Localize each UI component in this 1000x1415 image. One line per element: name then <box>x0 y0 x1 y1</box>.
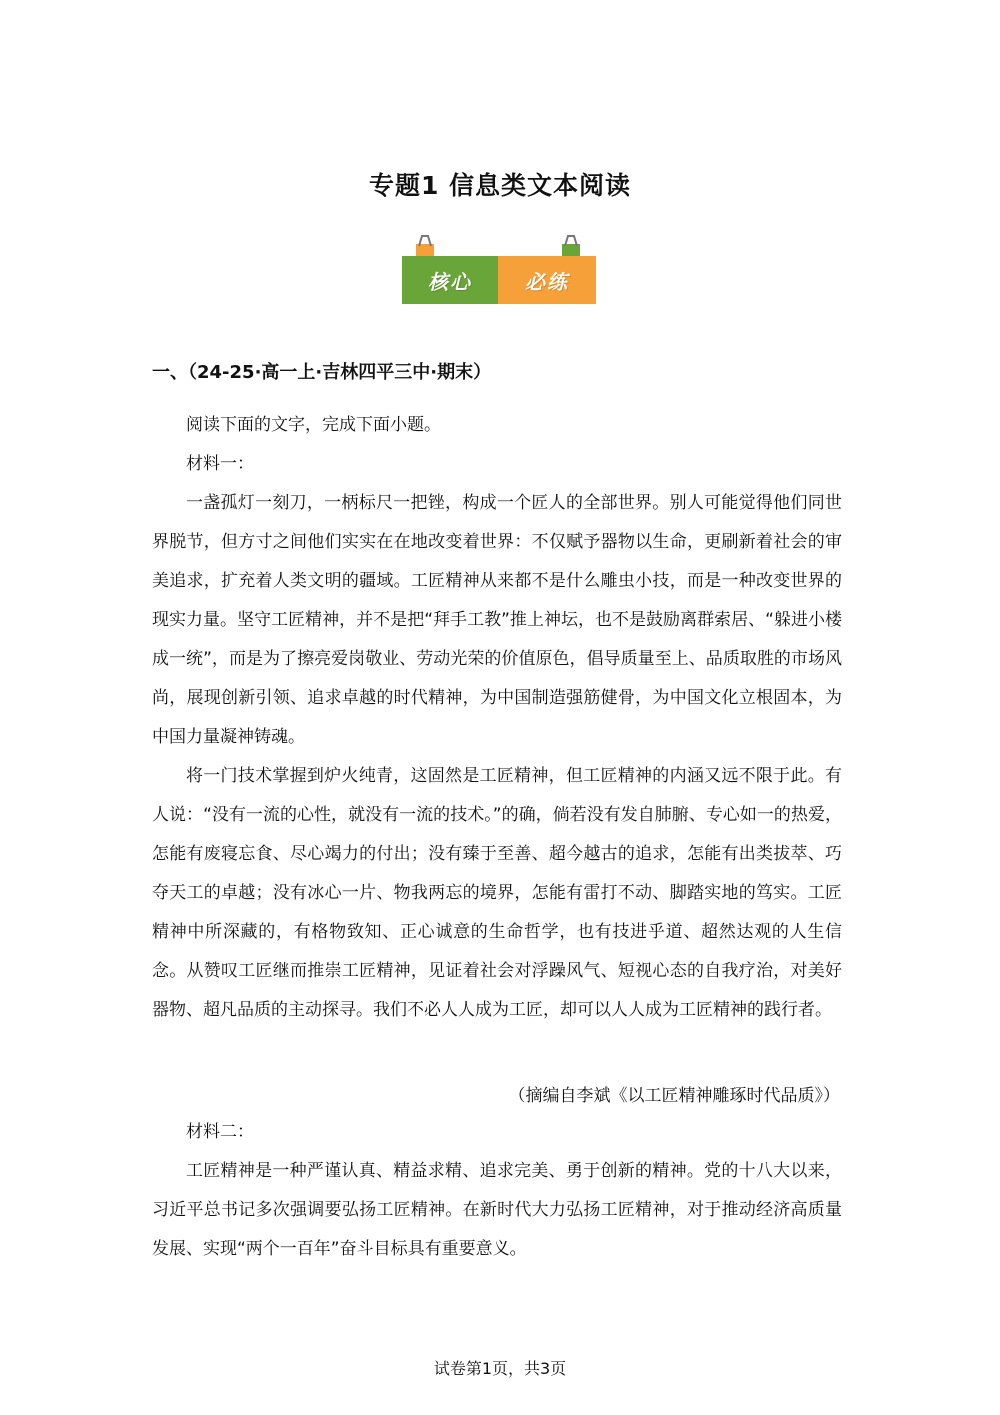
intro-paragraph: 阅读下面的文字，完成下面小题。 <box>186 415 441 435</box>
section-heading: 一、（24-25·高一上·吉林四平三中·期末） <box>152 362 492 383</box>
material1-source: （摘编自李斌《以工匠精神雕琢时代品质》） <box>508 1086 840 1106</box>
material2-paragraph-1: 工匠精神是一种严谨认真、精益求精、追求完美、勇于创新的精神。党的十八大以来，习近平总书记多次强调要弘扬工匠精神。在新时代大力弘扬工匠精神，对于推动经济高质量发展、实现“两个一百年”奋斗目标具有重要意义。 <box>152 1161 842 1259</box>
core-practice-banner <box>402 234 598 306</box>
page-title: 专题1 信息类文本阅读 <box>368 171 632 200</box>
banner-right-label: 必练 <box>498 256 596 304</box>
page-footer: 试卷第1页，共3页 <box>433 1359 567 1378</box>
material2-label: 材料二： <box>186 1122 254 1142</box>
material1-paragraph-2: 将一门技术掌握到炉火纯青，这固然是工匠精神，但工匠精神的内涵又远不限于此。有人说：“没有一流的心性，就没有一流的技术。”的确，倘若没有发自肺腑、专心如一的热爱，怎能有废寝忘食、尽心竭力的付出；没有臻于至善、超今越古的追求，怎能有出类拔萃、巧夺天工的卓越；没有冰心一片、物我两忘的境界，怎能有雷打不动、脚踏实地的笃实。工匠精神中所深藏的，有格物致知、正心诚意的生命哲学，也有技进乎道、超然达观的人生信念。从赞叹工匠继而推崇工匠精神，见证着社会对浮躁风气、短视心态的自我疗治，对美好器物、超凡品质的主动探寻。我们不必人人成为工匠，却可以人人成为工匠精神的践行者。 <box>152 766 842 1020</box>
material1-label: 材料一： <box>186 454 254 474</box>
material1-paragraph-1: 一盏孤灯一刻刀，一柄标尺一把锉，构成一个匠人的全部世界。别人可能觉得他们同世界脱节，但方寸之间他们实实在在地改变着世界：不仅赋予器物以生命，更刷新着社会的审美追求，扩充着人类文明的疆域。工匠精神从来都不是什么雕虫小技，而是一种改变世界的现实力量。坚守工匠精神，并不是把“拜手工教”推上神坛，也不是鼓励离群索居、“躲进小楼成一统”，而是为了擦亮爱岗敬业、劳动光荣的价值原色，倡导质量至上、品质取胜的市场风尚，展现创新引领、追求卓越的时代精神，为中国制造强筋健骨，为中国文化立根固本，为中国力量凝神铸魂。 <box>152 493 842 747</box>
banner-left-label: 核心 <box>402 256 498 304</box>
